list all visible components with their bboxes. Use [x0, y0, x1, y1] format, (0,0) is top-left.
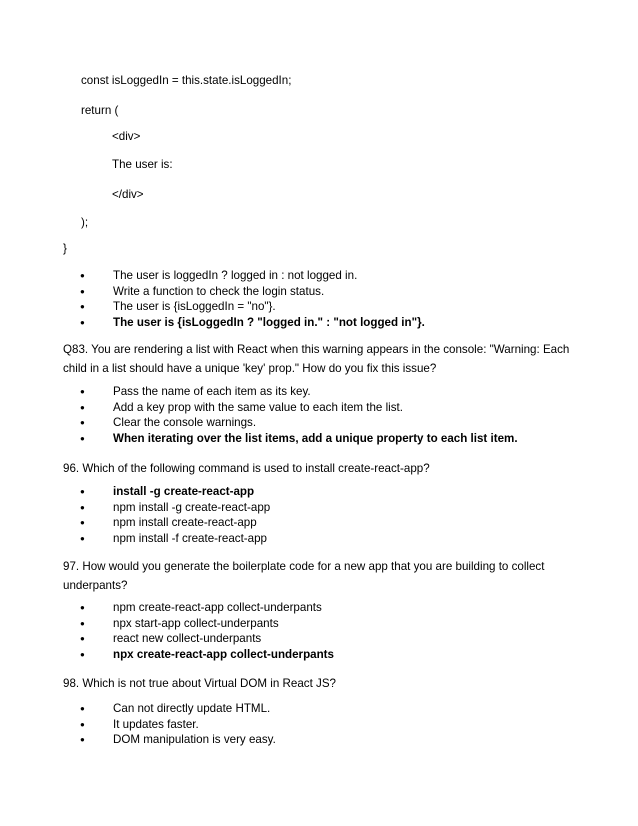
answer-option: ● npm install create-react-app [80, 515, 270, 531]
answer-option: ● The user is {isLoggedIn = "no"}. [80, 299, 425, 315]
question-text: 96. Which of the following command is used to install create-react-app? [63, 462, 430, 475]
answer-option: ● Clear the console warnings. [80, 415, 518, 431]
answer-option: ● react new collect-underpants [80, 631, 334, 647]
correct-answer-option: ● When iterating over the list items, add a unique property to each list item. [80, 431, 518, 447]
code-line: </div> [112, 188, 144, 201]
answer-option: ● The user is loggedIn ? logged in : not logged in. [80, 268, 425, 284]
code-line: } [63, 242, 67, 255]
answer-option: ● npx start-app collect-underpants [80, 616, 334, 632]
answer-list-q83 [80, 384, 518, 446]
answer-option: ● npm install -f create-react-app [80, 531, 270, 547]
answer-list-q97 [80, 600, 334, 662]
answer-list-q96 [80, 484, 270, 546]
answer-option: ● npm create-react-app collect-underpants [80, 600, 334, 616]
answer-option: ● Write a function to check the login status. [80, 284, 425, 300]
code-line: return ( [81, 104, 119, 117]
answer-option: ● It updates faster. [80, 717, 276, 733]
code-line: The user is: [112, 158, 173, 171]
code-line: const isLoggedIn = this.state.isLoggedIn; [81, 74, 292, 87]
code-line: <div> [112, 130, 141, 143]
code-line: ); [81, 216, 89, 229]
answer-list-q82 [80, 268, 425, 330]
answer-option: ● DOM manipulation is very easy. [80, 732, 276, 748]
answer-option: ● Pass the name of each item as its key. [80, 384, 518, 400]
answer-option: ● Can not directly update HTML. [80, 701, 276, 717]
question-text: 97. How would you generate the boilerplate code for a new app that you are building to collect underpants? [63, 560, 545, 592]
answer-list-q98 [80, 701, 276, 748]
correct-answer-option: ● npx create-react-app collect-underpants [80, 647, 334, 663]
correct-answer-option: ● install -g create-react-app [80, 484, 270, 500]
question-text: 98. Which is not true about Virtual DOM in React JS? [63, 677, 337, 690]
answer-option: ● npm install -g create-react-app [80, 500, 270, 516]
correct-answer-option: ● The user is {isLoggedIn ? "logged in." : "not logged in"}. [80, 315, 425, 331]
question-text: Q83. You are rendering a list with React when this warning appears in the console: "Warning: Each child in a list should have a unique 'key' prop." How do you fix this issue? [63, 343, 570, 375]
answer-option: ● Add a key prop with the same value to each item the list. [80, 400, 518, 416]
